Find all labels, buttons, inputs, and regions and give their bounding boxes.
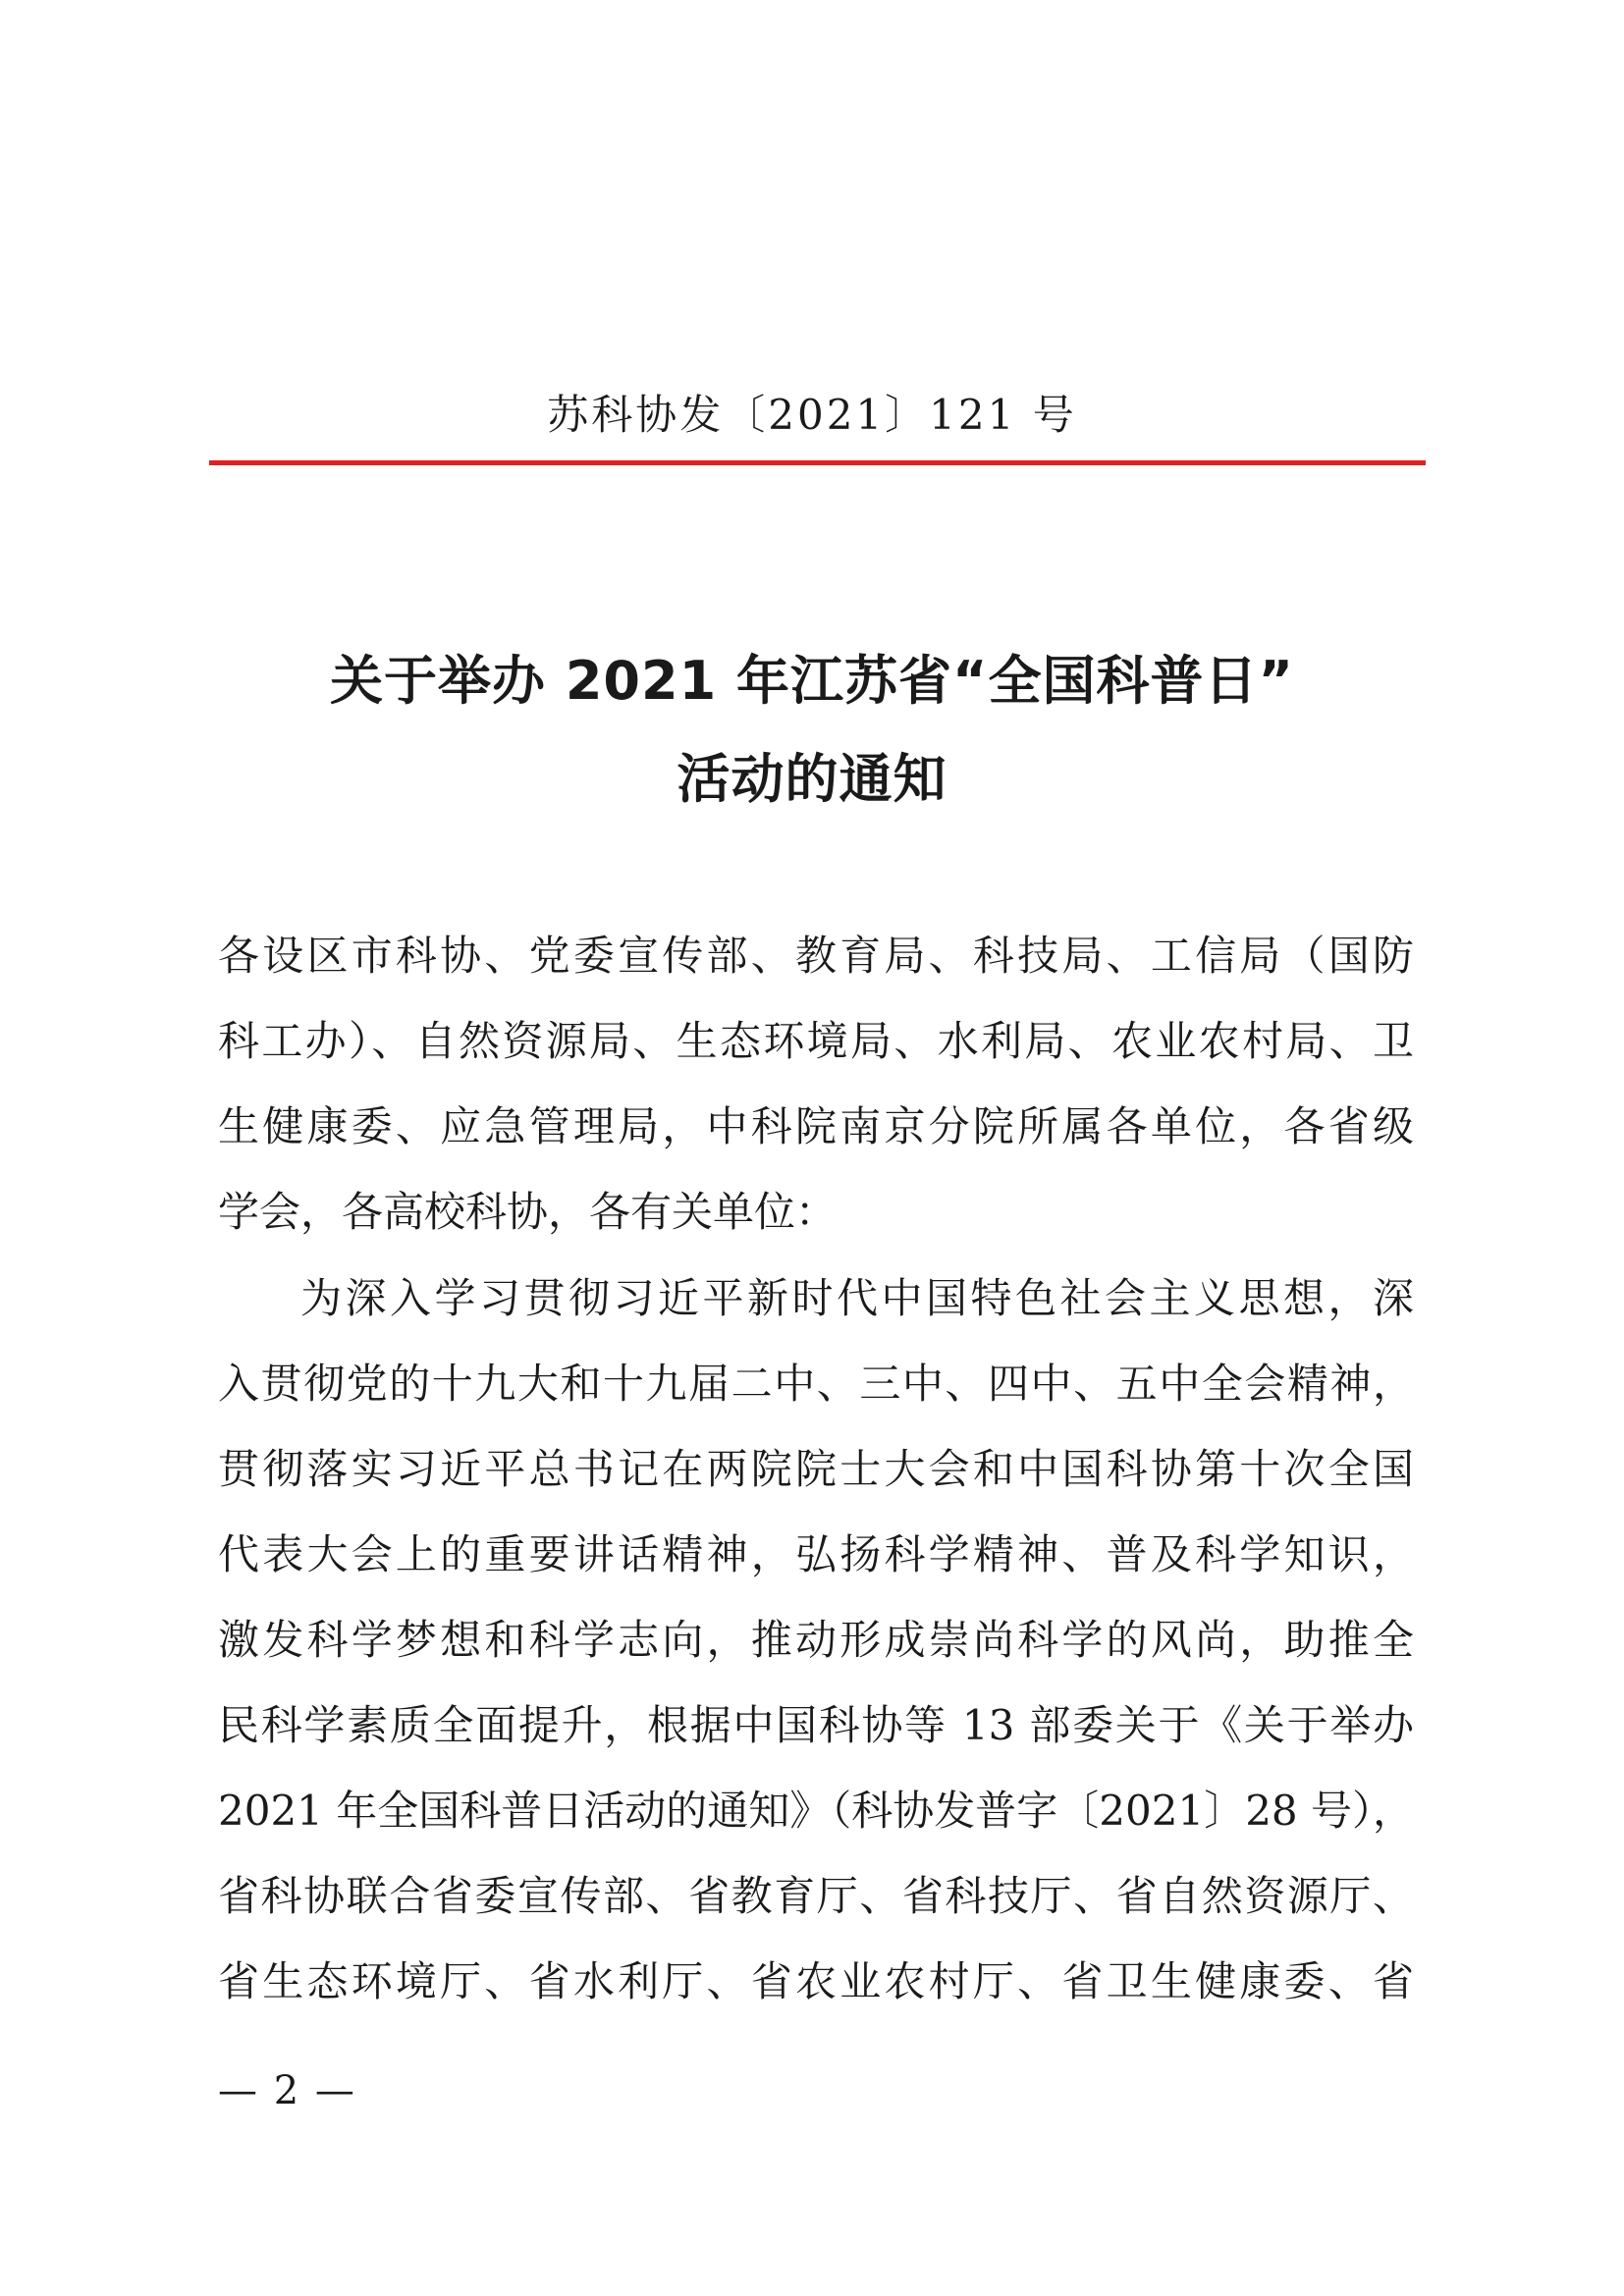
addressee-line: 学会，各高校科协，各有关单位： (218, 1188, 838, 1236)
addressee-line: 科工办）、自然资源局、生态环境局、水利局、农业农村局、卫 (218, 1017, 1414, 1065)
body-line: 代表大会上的重要讲话精神，弘扬科学精神、普及科学知识， (218, 1530, 1414, 1578)
body-line: 省科协联合省委宣传部、省教育厅、省科技厅、省自然资源厅、 (218, 1872, 1414, 1920)
body-line: 省生态环境厅、省水利厅、省农业农村厅、省卫生健康委、省 (218, 1957, 1414, 2005)
addressee-line: 各设区市科协、党委宣传部、教育局、科技局、工信局（国防 (218, 932, 1414, 980)
document-number: 苏科协发〔2021〕121 号 (547, 391, 1077, 439)
body-line: 为深入学习贯彻习近平新时代中国特色社会主义思想，深 (300, 1274, 1414, 1322)
addressee-line: 生健康委、应急管理局，中科院南京分院所属各单位，各省级 (218, 1102, 1414, 1150)
body-line: 入贯彻党的十九大和十九届二中、三中、四中、五中全会精神， (218, 1360, 1414, 1408)
body-line: 激发科学梦想和科学志向，推动形成崇尚科学的风尚，助推全 (218, 1616, 1414, 1664)
title-line-1: 关于举办 2021 年江苏省“全国科普日” (330, 650, 1294, 712)
body-line: 贯彻落实习近平总书记在两院院士大会和中国科协第十次全国 (218, 1445, 1414, 1493)
red-divider-line (209, 460, 1426, 465)
body-line: 2021 年全国科普日活动的通知》（科协发普字〔2021〕28 号）， (218, 1787, 1414, 1835)
body-line: 民科学素质全面提升，根据中国科协等 13 部委关于《关于举办 (218, 1701, 1414, 1749)
page-number: — 2 — (218, 2068, 356, 2113)
title-line-2: 活动的通知 (677, 748, 947, 810)
